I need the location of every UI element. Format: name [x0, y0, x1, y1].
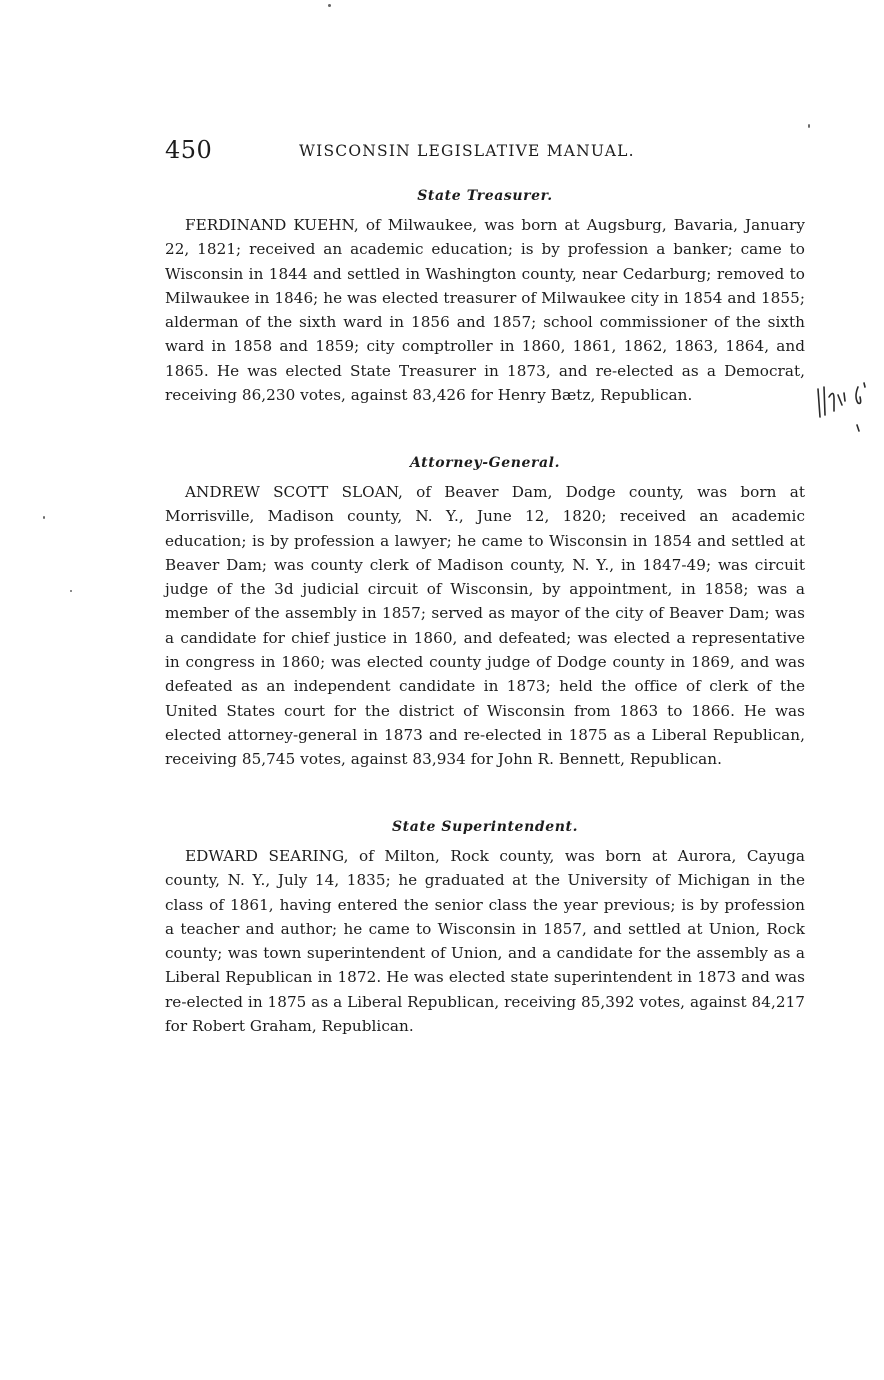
section-body: FERDINAND KUEHN, of Milwaukee, was born at Augsburg, Bavaria, January 22, 1821; received an academic education; is by profession a banker; came to Wisconsin in 1844 and settled in Washington county, near Cedarburg; removed to Milwaukee in 1846; he was elected treasurer of Milwaukee city in 1854 and 1855; alderman of the sixth ward in 1856 and 1857; school commissioner of the sixth ward in 1858 and 1859; city comptroller in 1860, 1861, 1862, 1863, 1864, and 1865. He was elected State Treasurer in 1873, and re-elected as a Democrat, receiving 86,230 votes, against 83,426 for Henry Bætz, Republican. [165, 216, 805, 405]
section-attorney-general [165, 452, 805, 772]
section-body: ANDREW SCOTT SLOAN, of Beaver Dam, Dodge county, was born at Morrisville, Madison county, N. Y., June 12, 1820; received an academic education; is by profession a lawyer; he came to Wisconsin in 1854 and settled at Beaver Dam; was county clerk of Madison county, N. Y., in 1847-49; was circuit judge of the 3d judicial circuit of Wisconsin, by appointment, in 1858; was a member of the assembly in 1857; served as mayor of the city of Beaver Dam; was a candidate for chief justice in 1860, and defeated; was elected a representative in congress in 1860; was elected county judge of Dodge county in 1869, and was defeated as an independent candidate in 1873; held the office of clerk of the United States court for the district of Wisconsin from 1863 to 1866. He was elected attorney-general in 1873 and re-elected in 1875 as a Liberal Republican, receiving 85,745 votes, against 83,934 for John R. Bennett, Republican. [165, 483, 805, 769]
section-body: EDWARD SEARING, of Milton, Rock county, was born at Aurora, Cayuga county, N. Y., July 14, 1835; he graduated at the University of Michigan in the class of 1861, having entered the senior class the year previous; is by profession a teacher and author; he came to Wisconsin in 1857, and settled at Union, Rock county; was town superintendent of Union, and a candidate for the assembly as a Liberal Republican in 1872. He was elected state superintendent in 1873 and was re-elected in 1875 as a Liberal Republican, receiving 85,392 votes, against 84,217 for Robert Graham, Republican. [165, 847, 805, 1036]
scan-speck [43, 516, 45, 519]
scan-speck [808, 124, 810, 128]
section-title: State Treasurer. [417, 188, 553, 204]
section-state-superintendent [165, 816, 805, 1038]
scan-speck [70, 590, 72, 592]
section-state-treasurer [165, 185, 805, 407]
section-title: Attorney-General. [409, 455, 561, 471]
page-number: 450 [165, 136, 213, 164]
running-head: WISCONSIN LEGISLATIVE MANUAL. [299, 142, 635, 160]
page-header [165, 136, 805, 166]
scan-speck [328, 4, 331, 7]
section-title: State Superintendent. [391, 819, 579, 835]
handwritten-margin-note [814, 375, 878, 439]
